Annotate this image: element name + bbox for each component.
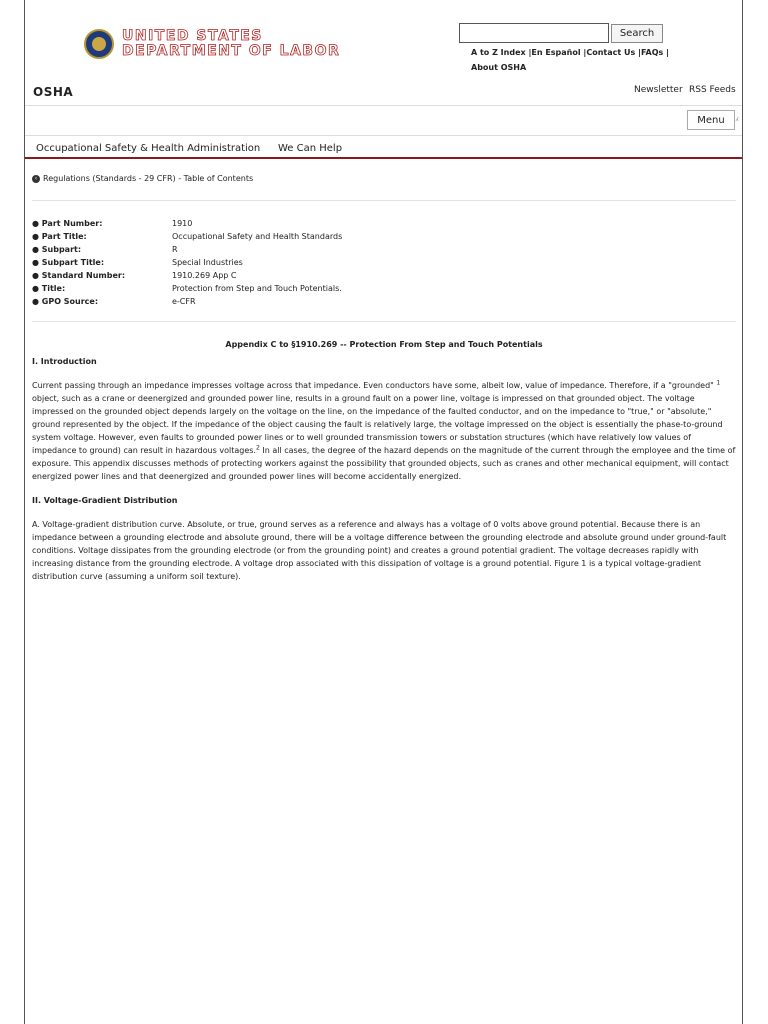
introduction-paragraph (32, 379, 736, 483)
search-input[interactable] (459, 23, 609, 43)
search-button[interactable]: Search (611, 24, 663, 43)
rss-feeds-link[interactable]: RSS Feeds (689, 85, 736, 95)
breadcrumb-divider (32, 200, 736, 201)
regulation-content (32, 338, 736, 583)
edge-mark: ⁁ (736, 112, 739, 122)
intro-text-3: In all cases, the degree of the hazard depends on the magnitude of the current through the employee and the time of exposure. This appendix discusses methods of protecting workers against the possibility that grounded objects, such as cranes and other mechanical equipment, will contact energized power lines and that deenergized and grounded power lines will become accidentally energized. (32, 446, 736, 481)
meta-key: ● GPO Source: (32, 297, 99, 306)
link-about-osha[interactable]: About OSHA (471, 63, 527, 72)
voltage-gradient-paragraph: A. Voltage-gradient distribution curve. Absolute, or true, ground serves as a reference and always has a voltage of 0 volts above ground potential. Because there is an impedance between a grounding electrode and absolute ground, there will be a voltage difference between the grounding electrode and absolute ground under ground-fault conditions. Voltage dissipates from the grounding electrode (or from the grounding point) and creates a ground potential gradient. The voltage decreases rapidly with increasing distance from the grounding electrode. A voltage drop associated with this dissipation of voltage is a ground potential. Figure 1 is a typical voltage-gradient distribution curve (assuming a uniform soil texture). (32, 520, 727, 581)
meta-key: ● Part Number: (32, 219, 103, 228)
breadcrumb-link[interactable]: Regulations (Standards - 29 CFR) - Table of Contents (43, 174, 254, 183)
metadata-divider (32, 321, 736, 322)
meta-value[interactable]: e-CFR (172, 297, 196, 306)
breadcrumb[interactable] (32, 174, 253, 183)
meta-key: ● Part Title: (32, 232, 87, 241)
dol-logo[interactable] (84, 27, 340, 61)
dol-wordmark (122, 29, 340, 59)
meta-value: 1910.269 App C (172, 271, 237, 280)
meta-row (32, 256, 342, 269)
top-links: A to Z Index |En Español |Contact Us |FAQs | About OSHA (471, 48, 669, 72)
meta-row (32, 230, 342, 243)
meta-value: Protection from Step and Touch Potentials. (172, 284, 342, 293)
meta-row (32, 243, 342, 256)
nav-osha-home[interactable]: Occupational Safety & Health Administration (36, 143, 261, 154)
link-a-to-z[interactable]: A to Z Index (471, 48, 526, 57)
agency-name[interactable]: OSHA (33, 85, 74, 99)
logo-line2: DEPARTMENT OF LABOR (122, 43, 341, 59)
meta-row (32, 269, 342, 282)
logo-line1: UNITED STATES (122, 28, 263, 44)
intro-text-1: Current passing through an impedance impresses voltage across that impedance. Even conductors have some, albeit low, value of impedance. Therefore, if a "grounded" (32, 381, 717, 390)
header-divider (25, 105, 742, 106)
chevron-left-icon: ‹ (32, 175, 40, 183)
nav-rule (25, 157, 742, 159)
footnote-ref-2[interactable]: 2 (255, 444, 260, 452)
section-voltage-gradient-title: II. Voltage-Gradient Distribution (32, 496, 178, 505)
nav-we-can-help[interactable]: We Can Help (278, 143, 343, 154)
meta-value: 1910 (172, 219, 193, 228)
meta-row (32, 217, 342, 230)
link-contact-us[interactable]: Contact Us (586, 48, 636, 57)
meta-row (32, 282, 342, 295)
menu-divider (25, 135, 742, 136)
meta-value: Occupational Safety and Health Standards (172, 232, 343, 241)
meta-key: ● Title: (32, 284, 66, 293)
standard-metadata (32, 217, 342, 308)
intro-text-2: object, such as a crane or deenergized and grounded power line, results in a ground fault on a power line, voltage is impressed on that grounded object. The voltage impressed on the grounded object depends largely on the voltage on the line, on the impedance of the faulted conductor, and on the impedance to "true," or "absolute," ground represented by the object. If the impedance of the object causing the fault is relatively large, the voltage impressed on the object is essentially the phase-to-ground system voltage. However, even faults to grounded power lines or to well grounded transmission towers or substation structures (which have relatively low values of impedance to ground) can result in hazardous voltages. (32, 394, 723, 455)
section-introduction-title: I. Introduction (32, 357, 97, 366)
dol-seal-icon (84, 29, 114, 59)
meta-key: ● Subpart: (32, 245, 82, 254)
footnote-ref-1[interactable]: 1 (716, 379, 721, 387)
link-en-espanol[interactable]: En Español (531, 48, 581, 57)
meta-key: ● Subpart Title: (32, 258, 105, 267)
newsletter-link[interactable]: Newsletter (634, 85, 683, 95)
menu-button[interactable]: Menu (687, 110, 735, 130)
meta-key: ● Standard Number: (32, 271, 126, 280)
link-faqs[interactable]: FAQs (640, 48, 664, 57)
meta-row (32, 295, 342, 308)
appendix-heading: Appendix C to §1910.269 -- Protection From Step and Touch Potentials (225, 340, 543, 349)
meta-value: Special Industries (172, 258, 243, 267)
meta-value: R (172, 245, 178, 254)
